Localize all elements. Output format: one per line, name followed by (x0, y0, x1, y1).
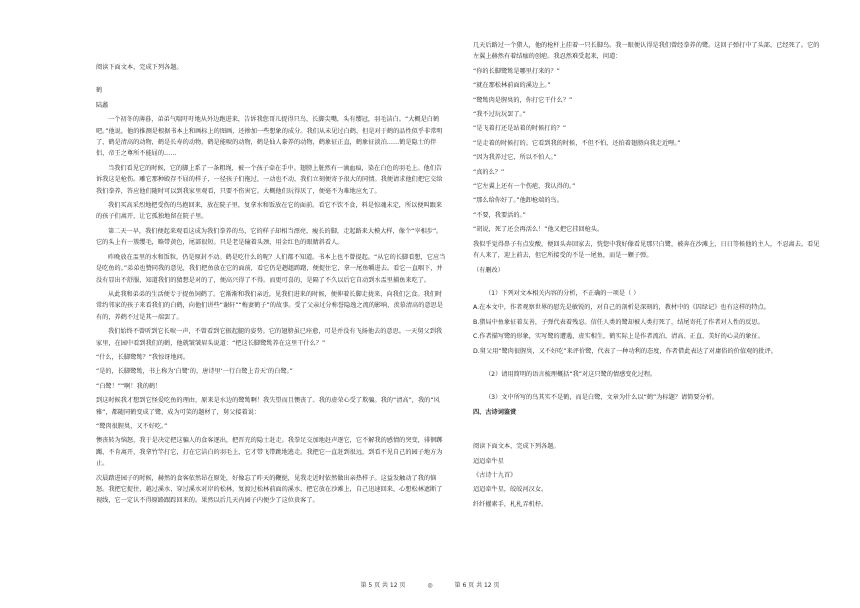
paragraph: B.猎局中鱼象征着友善，子弹代表着残忍。信任人类的鹭却被人类打死了，结尾寄托了作者对人性的反思。 (473, 318, 764, 326)
paragraph: 我们始终不曾听到它长唳一声，不曾看到它振起腿的姿势。它的翅膀虽已痊愈，可是并没有飞扬他去的意思。一天舅父到我家里，在园中看到我们的鹤，他就皱皱眉头说道：“把这长脚鹭鸶养在这里干什么？” (96, 328, 443, 347)
right-column (473, 40, 825, 513)
paragraph: 我似乎觉得鼻子有点发酸，便回头奔回家去，恍惚中我好像看见那只白鹭，被奔在沙滩上，日日等候他的主人，不忍离去。看见有人来了，迎上前去，但它所接受的不是一尾鱼，而是一颗子弹。 (473, 240, 820, 260)
paragraph: （2）请用简明的语言梳理概括“我”对这只鹭的情感变化过程。 (485, 370, 657, 378)
paragraph: （3）文中所写的鸟其实不是鹤，而是白鹭，文章为什么以“鹤”为标题？请简要分析。 (485, 394, 719, 402)
paragraph: “就在那松林前面的溪边上。” (473, 82, 551, 90)
paragraph: 阅读下面文本，完成下列各题。 (473, 443, 560, 451)
paragraph: “因为我养过它，所以不怕人。” (473, 154, 557, 162)
paragraph: 鹤 (96, 87, 103, 95)
paragraph: 从此我和弟弟的生活便专于捉鱼饲鹤了。它渐渐和我们亲近，见我们进来的时候，便伸着长脚走拢来，向我们乞食。我们时常约邻家的孩子来看我们的白鹤，向他们讲些“谢轩”“梅妻鹤子”的故事。受了父亲过分称誉隐逸之流的影响，羡慕清高的意思是有的，养鹤不过是其一端罢了。 (96, 290, 443, 321)
paragraph: （1）下列对文本相关内容的分析，不正确的一项是（ ） (485, 289, 640, 297)
paragraph: “胡说，死了还会再活么！”他又把它挂回枪头。 (473, 226, 604, 234)
paragraph: 阅读下面文本，完成下列各题。 (96, 64, 183, 71)
paragraph: “真的么？” (473, 168, 505, 176)
paragraph: “鹭鸶肉是腥臭的，你打它干什么？” (473, 96, 573, 104)
paragraph: “那么给你好了。”他卸枪端的鸟。 (473, 197, 563, 205)
paragraph: “是飞着打还是站着的时候打的？” (473, 125, 567, 133)
paragraph: 几天后路过一个猎人，他的枪杆上挂着一只长脚鸟。我一眼便认得是我们曾经拳养的鹭。这回子弹打中了头部，已经死了。它的左翼上赫然有着结痂的创疤。我忍然难受起来，问道： (473, 42, 820, 61)
paragraph: 《古诗十九首》 (473, 471, 517, 479)
paragraph: “白鹭！”“啊！我的鹤！ (96, 382, 162, 390)
paragraph: “我不过玩玩罢了。” (473, 111, 526, 119)
paragraph: “是的，长脚鹭鸶，书上称为‘白鹭’的，唐诗里‘一行白鹭上青天’的白鹭。” (96, 368, 293, 376)
paragraph: 陆蠡 (96, 101, 109, 109)
page-footer (0, 580, 860, 589)
paragraph: “鹭肉很腥臭，又不好吃。” (96, 422, 168, 430)
left-page-number: 第 5 页 共 12 页 (360, 582, 406, 589)
right-page-number: 第 6 页 共 12 页 (454, 582, 500, 589)
paragraph: 昨晚放在盂里的水和饭粒，仍是原封不动。鹤是吃什么的呢？人们都不知道。书本上也不曾提起。“从它的长脚看想，它应当是吃鱼的。”弟弟也赞同我的意见，我们把鱼放在它的面前，看它仍是趔趄踌躇，便捉住它，拿一尾鱼嚼进去。看它一直咽下，并没有显出不舒服，知道我们的猜想是对的了，便高兴得了不得。而更可喜的，是隔了不久以后它自动到水盂里捕鱼来吃了。 (96, 253, 446, 284)
page-separator: ◎ (427, 582, 433, 589)
paragraph: 当我们看见它的时候，它的脚上系了一条粗绳，被一个孩子牵在手中。翅膀上脏然有一滴血痕，染在白色的羽毛上。他们告诉我这是枪伤。雕它那种殿存不屈的样子，一径孩子们拖过，一动也不动，我们立刻便寄予很大的同情。我便请求他们把它交给我们拳养，答应他们随时可以到我家里观看，只要不伤害它。大概他们玩得厌了，便毫不为难地应允了。 (96, 164, 443, 195)
paragraph: 第二天一早，我们便起来观看这成为我们拳养的鸟，它的样子却相当漂亮，瘦长的脚，走起路来大模大样，像个“宰相步”。它的头上有一簇缨毛，略带黄色，尾部很短。只是老是输着头颈，用金红色的眼睛斜看人。 (96, 227, 443, 247)
paragraph: 迢迢牵牛星 (473, 457, 504, 465)
left-column (96, 62, 446, 510)
paragraph: 纤纤擢素手，札札弄机杼。 (473, 500, 548, 508)
paragraph: 迢迢牵牛星，皎皎河汉女。 (473, 486, 548, 494)
paragraph: A.在本文中，作者观察世界的慰先是敏锐的，对自己的剖析是深刻的，教材中的《囚绿记》也有这样的特点。 (473, 304, 770, 312)
paragraph: C.作者描写鹭的形象，实写鹭的遭遇，虚实相生，鹤实际上是作者流泊、清高、正直、美好的心灵的象征。 (473, 333, 764, 341)
paragraph: “什么，长脚鹭鸶？”我惊讶地问。 (96, 353, 190, 361)
paragraph: “你的长脚鹭鸶是哪里打来的？” (473, 67, 560, 75)
paragraph: “是走着的时候打的。它看到我的时候，不但不怕，还拍着翅膀向我走近哩。” (473, 139, 681, 147)
paragraph: 一个初冬的薄暮，弟弟气喘吁吁地从外边跑进来，告诉我您哥儿捉得只鸟，长脚尖嘴，头有缨冠，羽毛洁白。“大概是白鹤吧。”他说，他的推测是根据书本上和画标上的图画，还掺加一些想象的成分。我们从未见过白鹤，但是对于鹤的品性似乎非常明了，鹤是清高的动物，鹤是长寿的动物，鹤是能唳的动物，鹤是仙人豢养的动物，鹤象征正直，鹤象征淡泊……鹤是隐士的伴侣，帝王之尊所不能屈的…… (96, 116, 443, 158)
paragraph: 我们买高采烈地把受伤的鸟抱回来，放在院子里，复拿水和饭放在它的面前。看它不饮不食，料是惊魂未定，所以便叫跟来的孩子们离开，让它孤独地留在院子里。 (96, 202, 443, 221)
paragraph: “它左翼上还有一个伤疤，我认得的。” (473, 183, 576, 191)
paragraph: “不要，我要活的。” (473, 211, 526, 219)
paragraph: 次晨踏进园子的时候，赫然的食客依然昂在原处，好像忘了昨天的鞭挞，见我走近时依然做出亲热样子。这益发触动了我的恼怒。我把它捉住，越过溪水，穿过溪水对岸的松林，复渡过松林前面的溪水，把它放在沙滩上，自己迅速回来，心想松林遮断了视线，它一定认不得原路跟踪回来的。果然以后几天内园子内便少了这位贵客了。 (96, 474, 443, 505)
paragraph: D.舅父用“鹭肉很腥臭，又不好吃”来评价鹭，代表了一种功利的态度，作者借此表达了对庸俗的价值观的批评。 (473, 347, 777, 355)
paragraph: 懊丧转为恼怒，我于是决定把这骗人的食客逐出，把晋充的隐士赶走。我拳足交加地赶声逐它，它不解我的感情的突变，徘徊踯躅，不肯离开，我拿竹竿打它，打在它洁白的羽毛上，它才带飞带跳地逃走。我把它一直赶到很远，到看不见自己的园子地方为止。 (96, 437, 443, 468)
paragraph: 四、古诗词鉴赏 (473, 408, 517, 416)
paragraph: 到这时候我才想到它怪爱吃鱼的理由，原来是水边的鹭鸶啊！我失望而且懊丧了。我的虚荣心受了欺骗。我的“清高”，我的“风雅”，都随同鹤变成了鹭，成为可笑的题材了，舅父接着说： (96, 397, 440, 416)
paragraph: （有删改） (473, 266, 504, 274)
